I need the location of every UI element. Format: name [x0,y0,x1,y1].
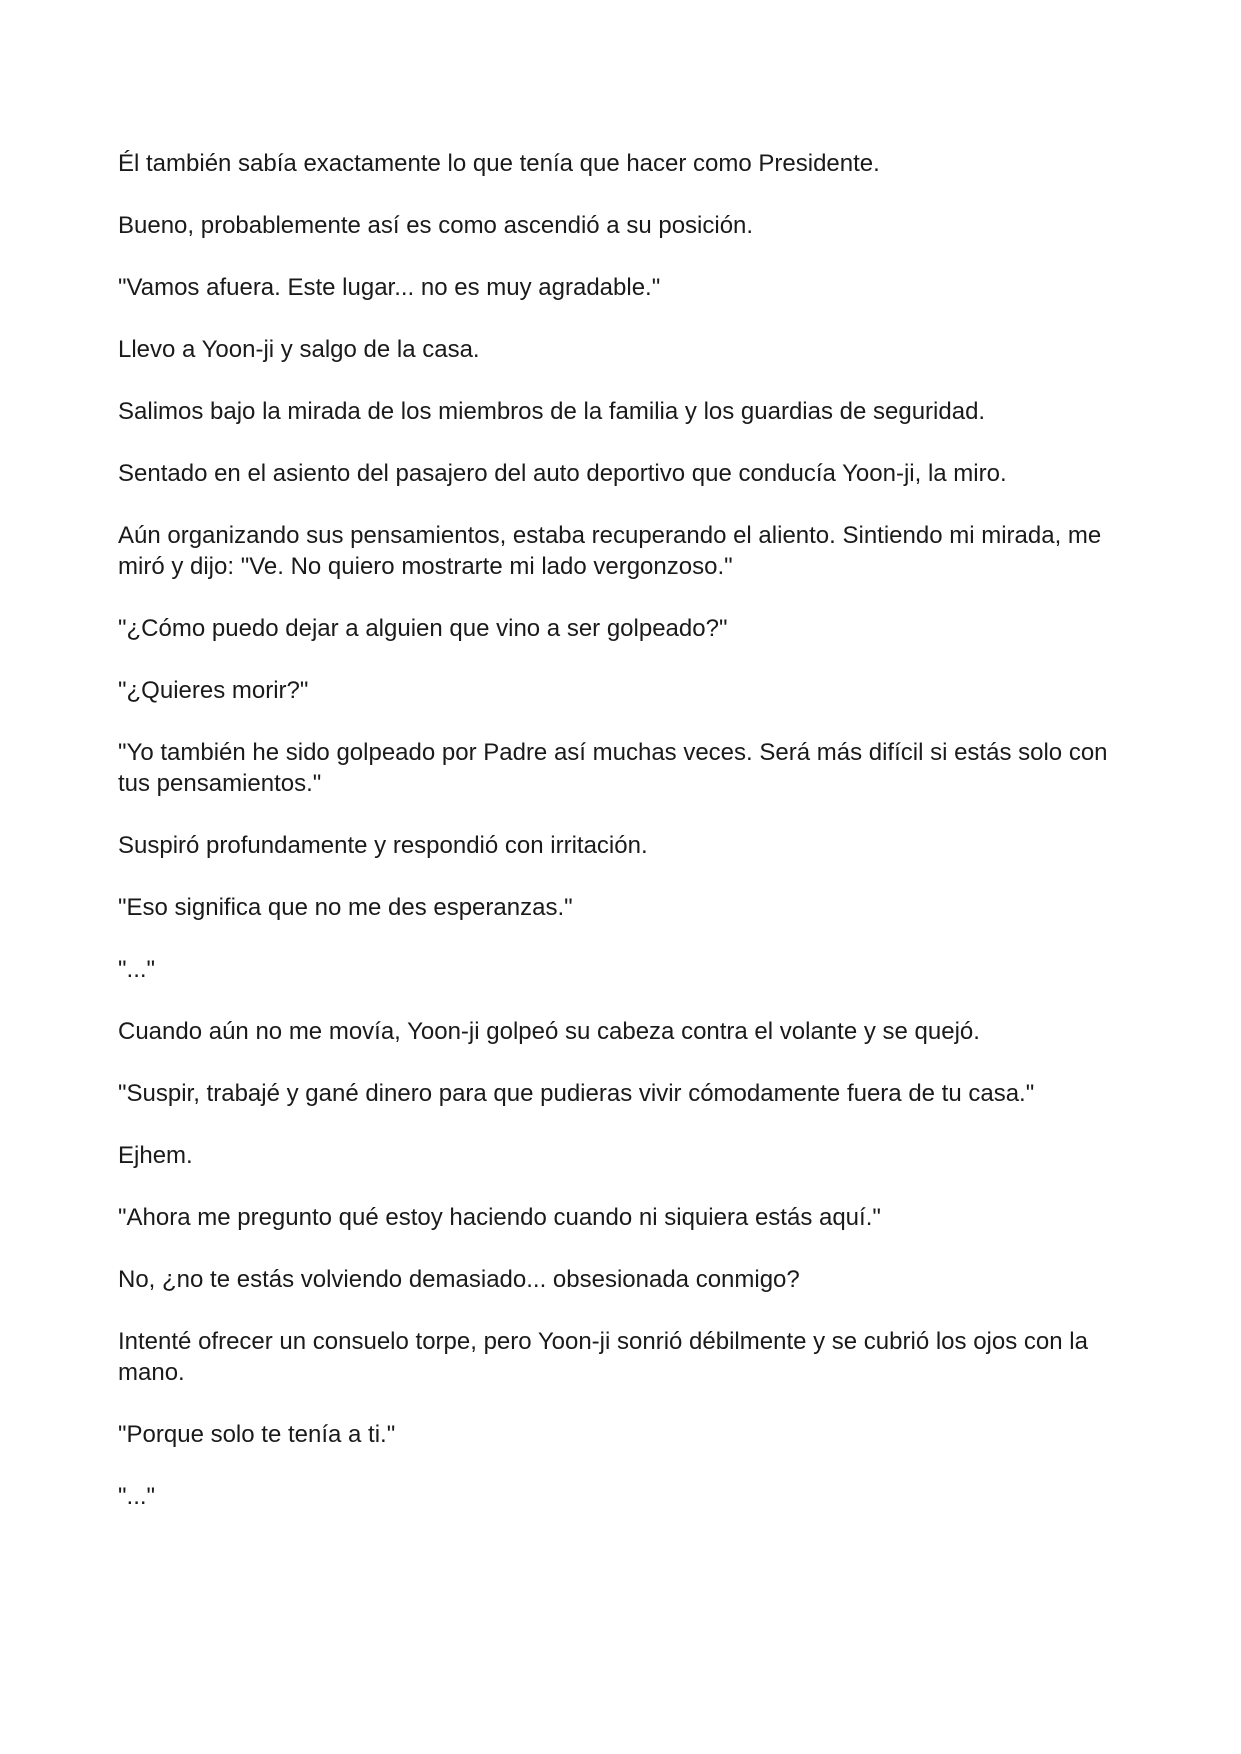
paragraph: Salimos bajo la mirada de los miembros de la familia y los guardias de seguridad. [118,398,986,425]
paragraph: Ejhem. [118,1142,193,1169]
paragraph: Llevo a Yoon-ji y salgo de la casa. [118,336,480,363]
paragraph: Bueno, probablemente así es como ascendió a su posición. [118,212,754,239]
paragraph: No, ¿no te estás volviendo demasiado... obsesionada conmigo? [118,1266,800,1293]
paragraph: "Vamos afuera. Este lugar... no es muy agradable." [118,274,661,301]
document-page [118,148,1128,1543]
paragraph: "¿Cómo puedo dejar a alguien que vino a ser golpeado?" [118,615,728,642]
paragraph: "¿Quieres morir?" [118,677,309,704]
paragraph: Él también sabía exactamente lo que tenía que hacer como Presidente. [118,150,880,177]
paragraph: "Porque solo te tenía a ti." [118,1421,396,1448]
paragraph: Intenté ofrecer un consuelo torpe, pero Yoon-ji sonrió débilmente y se cubrió los ojos con la mano. [118,1328,1088,1386]
paragraph: Sentado en el asiento del pasajero del auto deportivo que conducía Yoon-ji, la miro. [118,460,1007,487]
paragraph: "Eso significa que no me des esperanzas." [118,894,573,921]
paragraph: "Suspir, trabajé y gané dinero para que pudieras vivir cómodamente fuera de tu casa." [118,1080,1035,1107]
paragraph: Cuando aún no me movía, Yoon-ji golpeó su cabeza contra el volante y se quejó. [118,1018,980,1045]
paragraph: "Yo también he sido golpeado por Padre así muchas veces. Será más difícil si estás solo con tus pensamientos." [118,739,1108,797]
paragraph: "..." [118,1483,156,1510]
paragraph: Aún organizando sus pensamientos, estaba recuperando el aliento. Sintiendo mi mirada, me miró y dijo: "Ve. No quiero mostrarte mi lado vergonzoso." [118,522,1102,580]
paragraph: "Ahora me pregunto qué estoy haciendo cuando ni siquiera estás aquí." [118,1204,881,1231]
paragraph: "..." [118,956,156,983]
paragraph: Suspiró profundamente y respondió con irritación. [118,832,648,859]
